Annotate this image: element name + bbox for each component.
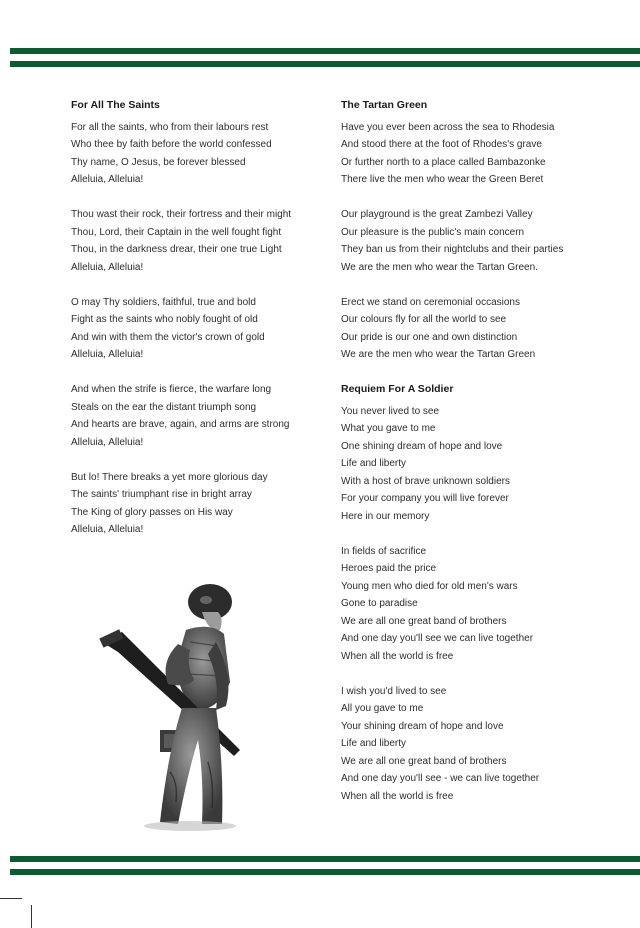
bottom-border-stripe xyxy=(10,856,640,862)
lyric-line: Erect we stand on ceremonial occasions xyxy=(341,296,520,308)
lyric-line: Our playground is the great Zambezi Valley xyxy=(341,209,533,220)
song-title-requiem: Requiem For A Soldier xyxy=(341,383,454,395)
lyric-line: Or further north to a place called Bambazonke xyxy=(341,156,546,168)
lyric-line: Life and liberty xyxy=(341,738,407,749)
song-title-tartan: The Tartan Green xyxy=(341,99,428,111)
lyric-line: Thou, Lord, their Captain in the well fought fight xyxy=(71,226,282,238)
lyric-line: But lo! There breaks a yet more glorious day xyxy=(71,471,268,483)
lyric-line: Thou, in the darkness drear, their one true Light xyxy=(71,244,282,255)
lyric-line: In fields of sacrifice xyxy=(341,545,427,557)
tartan-stanza xyxy=(341,206,631,276)
lyric-line: And stood there at the foot of Rhodes's grave xyxy=(341,139,542,150)
lyric-line: They ban us from their nightclubs and their parties xyxy=(341,244,564,255)
lyric-line: For your company you will live forever xyxy=(341,493,509,504)
lyric-line: And one day you'll see - we can live together xyxy=(341,773,540,784)
lyric-line: Who thee by faith before the world confessed xyxy=(71,139,272,150)
lyric-line: And one day you'll see we can live together xyxy=(341,633,534,644)
lyric-line: We are the men who wear the Tartan Green. xyxy=(341,261,538,273)
lyric-line: Have you ever been across the sea to Rhodesia xyxy=(341,121,555,133)
saints-stanza xyxy=(71,119,333,189)
lyric-line: Fight as the saints who nobly fought of old xyxy=(71,314,258,325)
top-border-stripe-2 xyxy=(10,61,640,67)
crop-mark-horizontal xyxy=(0,898,22,899)
tartan-lyrics xyxy=(341,119,631,364)
requiem-stanza xyxy=(341,403,631,526)
lyric-line: You never lived to see xyxy=(341,405,440,417)
lyric-line: And hearts are brave, again, and arms are strong xyxy=(71,419,290,430)
lyric-line: Alleluia, Alleluia! xyxy=(71,524,144,535)
lyric-line: Alleluia, Alleluia! xyxy=(71,261,144,273)
left-column xyxy=(71,97,333,556)
lyric-line: Our pride is our one and own distinction xyxy=(341,331,518,343)
saints-stanza xyxy=(71,206,333,276)
lyric-line: For all the saints, who from their labours rest xyxy=(71,121,269,133)
crop-mark-vertical xyxy=(31,905,32,928)
right-column xyxy=(341,97,631,823)
lyric-line: When all the world is free xyxy=(341,790,454,802)
saints-stanza xyxy=(71,469,333,539)
lyric-line: And win with them the victor's crown of gold xyxy=(71,331,265,343)
lyric-line: Heroes paid the price xyxy=(341,563,437,574)
lyric-line: We are all one great band of brothers xyxy=(341,615,507,627)
lyric-line: Steals on the ear the distant triumph song xyxy=(71,401,257,413)
lyric-line: What you gave to me xyxy=(341,423,436,434)
tartan-stanza xyxy=(341,119,631,189)
song-title-saints: For All The Saints xyxy=(71,99,160,111)
requiem-stanza xyxy=(341,543,631,666)
lyric-line: All you gave to me xyxy=(341,703,424,714)
lyric-line: Young men who died for old men's wars xyxy=(341,580,518,592)
lyric-line: Life and liberty xyxy=(341,458,407,469)
lyric-line: Alleluia, Alleluia! xyxy=(71,436,144,448)
lyric-line: Here in our memory xyxy=(341,510,430,522)
lyric-line: I wish you'd lived to see xyxy=(341,685,447,697)
lyric-line: Our colours fly for all the world to see xyxy=(341,314,507,325)
saints-stanza xyxy=(71,381,333,451)
lyric-line: Your shining dream of hope and love xyxy=(341,720,504,732)
top-border-stripe xyxy=(10,48,640,54)
lyric-line: With a host of brave unknown soldiers xyxy=(341,475,510,487)
lyric-line: Alleluia, Alleluia! xyxy=(71,174,144,185)
lyric-line: When all the world is free xyxy=(341,650,454,662)
lyric-line: And when the strife is fierce, the warfare long xyxy=(71,384,272,395)
lyric-line: O may Thy soldiers, faithful, true and bold xyxy=(71,296,256,308)
lyric-line: Thou wast their rock, their fortress and their might xyxy=(71,209,292,220)
lyric-line: Our pleasure is the public's main concern xyxy=(341,226,525,238)
lyric-line: There live the men who wear the Green Beret xyxy=(341,174,544,185)
lyric-line: Thy name, O Jesus, be forever blessed xyxy=(71,156,246,168)
lyric-line: The saints' triumphant rise in bright array xyxy=(71,489,252,500)
tartan-stanza xyxy=(341,294,631,364)
lyric-line: We are the men who wear the Tartan Green xyxy=(341,349,536,360)
lyric-line: The King of glory passes on His way xyxy=(71,506,233,518)
requiem-stanza xyxy=(341,683,631,806)
requiem-lyrics xyxy=(341,403,631,806)
lyric-line: Gone to paradise xyxy=(341,598,418,609)
bottom-border-stripe-2 xyxy=(10,869,640,875)
saints-stanza xyxy=(71,294,333,364)
soldier-sketch-icon xyxy=(98,572,258,834)
saints-lyrics xyxy=(71,119,333,539)
lyric-line: One shining dream of hope and love xyxy=(341,440,503,452)
lyric-line: Alleluia, Alleluia! xyxy=(71,349,144,360)
lyric-line: We are all one great band of brothers xyxy=(341,755,507,767)
